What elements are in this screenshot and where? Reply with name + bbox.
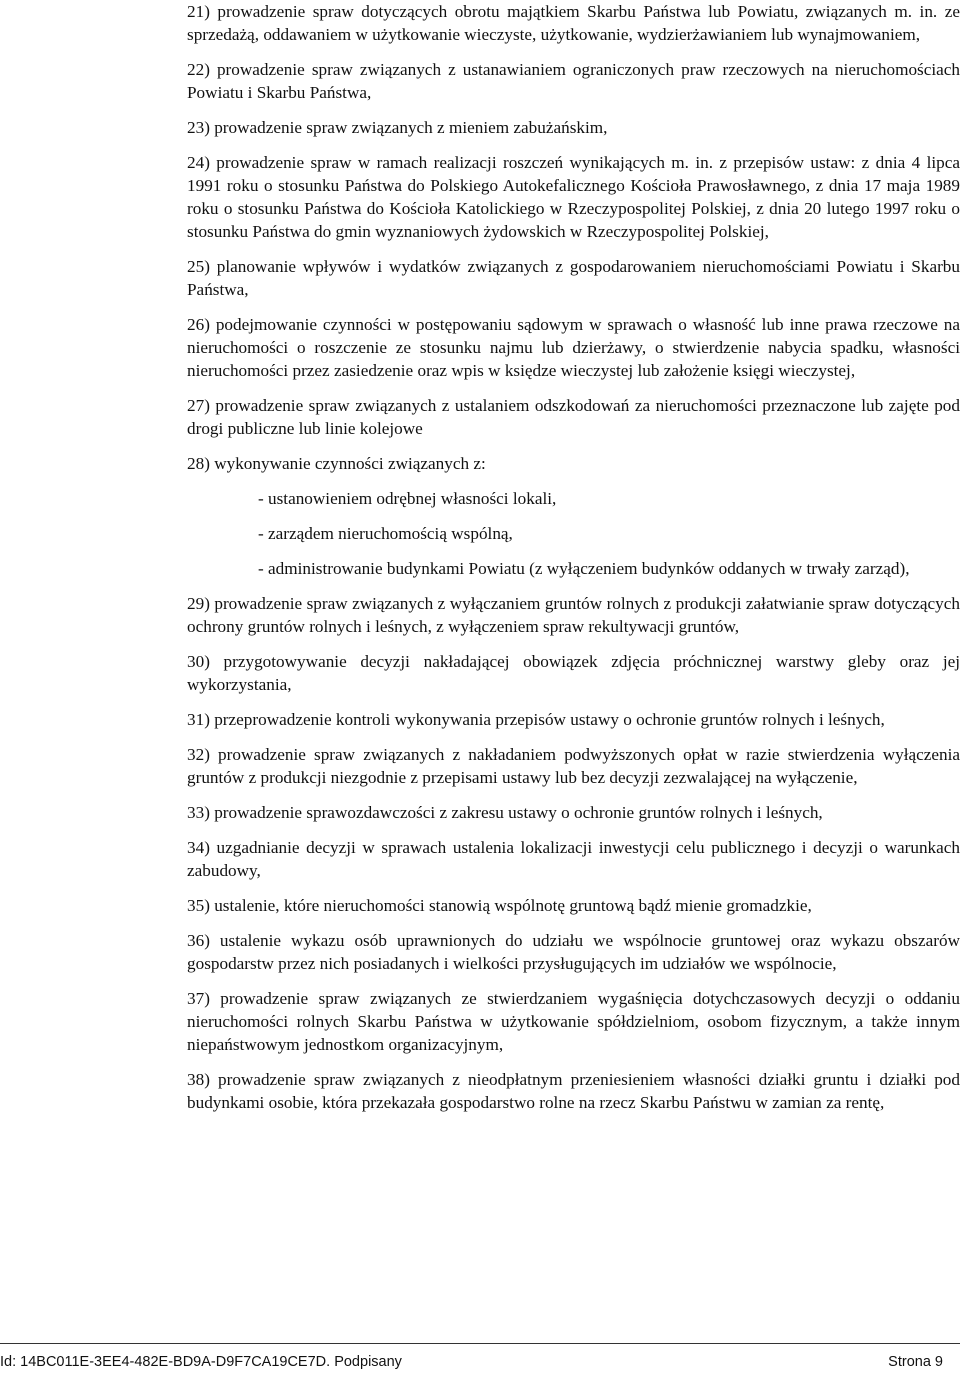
paragraph-35: 35) ustalenie, które nieruchomości stanowią wspólnotę gruntową bądź mienie gromadzkie, bbox=[187, 896, 812, 915]
subitem-list bbox=[187, 487, 960, 580]
list-item: - ustanowieniem odrębnej własności lokali, bbox=[258, 489, 557, 508]
paragraph-25: 25) planowanie wpływów i wydatków związanych z gospodarowaniem nieruchomościami Powiatu i Skarbu Państwa, bbox=[187, 257, 960, 299]
paragraph-23: 23) prowadzenie spraw związanych z mieniem zabużańskim, bbox=[187, 118, 608, 137]
paragraph-21: 21) prowadzenie spraw dotyczących obrotu majątkiem Skarbu Państwa lub Powiatu, związanych m. in. ze sprzedażą, oddawaniem w użytkowanie wieczyste, użytkowanie, wydzierżawianiem lub wynajmowaniem, bbox=[187, 2, 960, 44]
paragraph-33: 33) prowadzenie sprawozdawczości z zakresu ustawy o ochronie gruntów rolnych i leśnych, bbox=[187, 803, 823, 822]
paragraph-34: 34) uzgadnianie decyzji w sprawach ustalenia lokalizacji inwestycji celu publicznego i decyzji o warunkach zabudowy, bbox=[187, 838, 960, 880]
list-item: - zarządem nieruchomością wspólną, bbox=[258, 524, 513, 543]
paragraph-37: 37) prowadzenie spraw związanych ze stwierdzaniem wygaśnięcia dotychczasowych decyzji o oddaniu nieruchomości rolnych Skarbu Państwa w użytkowanie spółdzielniom, osobom fizycznym, a także innym niepaństwowym jednostkom organizacyjnym, bbox=[187, 989, 960, 1054]
paragraph-31: 31) przeprowadzenie kontroli wykonywania przepisów ustawy o ochronie gruntów rolnych i leśnych, bbox=[187, 710, 885, 729]
page-number: Strona 9 bbox=[888, 1354, 943, 1370]
paragraph-24: 24) prowadzenie spraw w ramach realizacji roszczeń wynikających m. in. z przepisów ustaw: z dnia 4 lipca 1991 roku o stosunku Państwa do Polskiego Autokefalicznego Kościoła Prawosławnego, z dnia 17 maja 1989 roku o stosunku Państwa do Kościoła Katolickiego w Rzeczypospolitej Polskiej, z dnia 20 lutego 1997 roku o stosunku Państwa do gmin wyznaniowych żydowskich w Rzeczypospolitej Polskiej, bbox=[187, 153, 960, 241]
paragraph-26: 26) podejmowanie czynności w postępowaniu sądowym w sprawach o własność lub inne prawa rzeczowe na nieruchomości o roszczenie ze stosunku najmu lub dzierżawy, o stwierdzenie nabycia spadku, własności nieruchomości przez zasiedzenie oraz wpis w księdze wieczystej lub założenie księgi wieczystej, bbox=[187, 315, 960, 380]
paragraph-28: 28) wykonywanie czynności związanych z: bbox=[187, 454, 486, 473]
paragraph-36: 36) ustalenie wykazu osób uprawnionych do udziału we wspólnocie gruntowej oraz wykazu obszarów gospodarstw przez nich posiadanych i wielkości przysługujących im udziałów we wspólnocie, bbox=[187, 931, 960, 973]
paragraph-27: 27) prowadzenie spraw związanych z ustalaniem odszkodowań za nieruchomości przeznaczone lub zajęte pod drogi publiczne lub linie kolejowe bbox=[187, 396, 960, 438]
footer-divider bbox=[0, 1343, 960, 1344]
document-body bbox=[187, 0, 960, 1126]
paragraph-38: 38) prowadzenie spraw związanych z nieodpłatnym przeniesieniem własności działki gruntu i działki pod budynkami osobie, która przekazała gospodarstwo rolne na rzecz Skarbu Państwu w zamian za rentę, bbox=[187, 1070, 960, 1112]
list-item: - administrowanie budynkami Powiatu (z wyłączeniem budynków oddanych w trwały zarząd), bbox=[258, 559, 910, 578]
paragraph-30: 30) przygotowywanie decyzji nakładającej obowiązek zdjęcia próchnicznej warstwy gleby oraz jej wykorzystania, bbox=[187, 652, 960, 694]
document-id: Id: 14BC011E-3EE4-482E-BD9A-D9F7CA19CE7D. Podpisany bbox=[0, 1354, 402, 1370]
paragraph-29: 29) prowadzenie spraw związanych z wyłączaniem gruntów rolnych z produkcji załatwianie spraw dotyczących ochrony gruntów rolnych i leśnych, z wyłączeniem spraw rekultywacji gruntów, bbox=[187, 594, 960, 636]
paragraph-22: 22) prowadzenie spraw związanych z ustanawianiem ograniczonych praw rzeczowych na nieruchomościach Powiatu i Skarbu Państwa, bbox=[187, 60, 960, 102]
paragraph-32: 32) prowadzenie spraw związanych z nakładaniem podwyższonych opłat w razie stwierdzenia wyłączenia gruntów z produkcji niezgodnie z przepisami ustawy lub bez decyzji zezwalającej na wyłączenie, bbox=[187, 745, 960, 787]
